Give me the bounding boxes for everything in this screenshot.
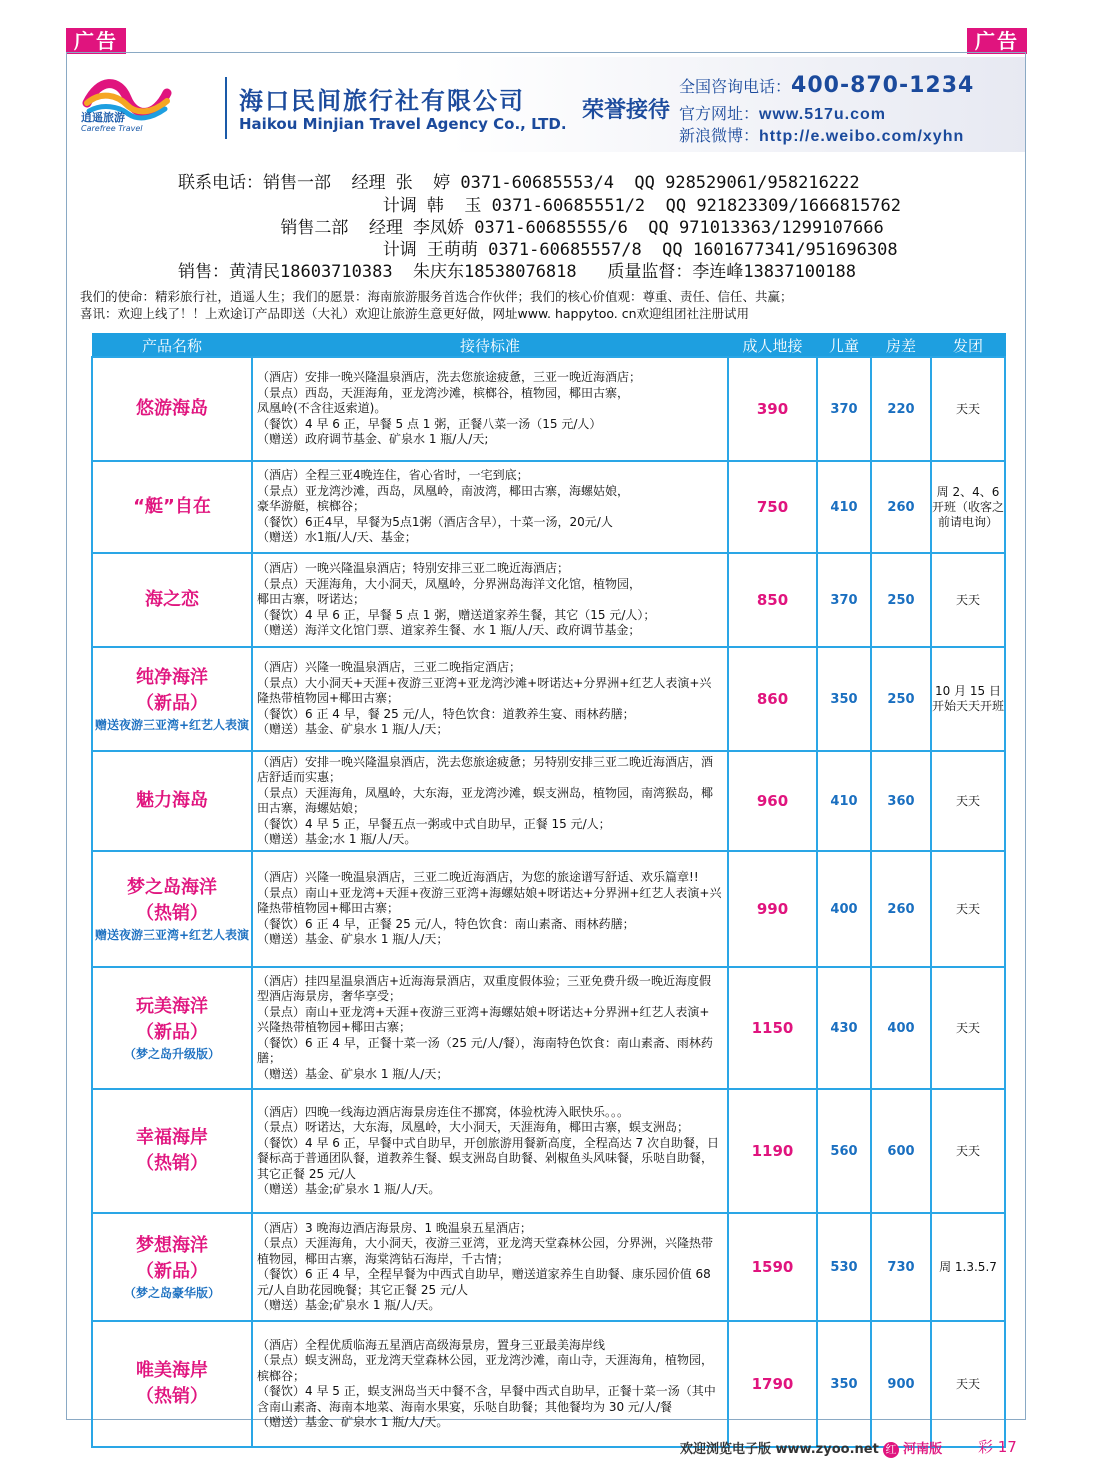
itinerary-line: （赠送）基金;水 1 瓶/人/天。 [257, 832, 417, 846]
itinerary-detail [252, 1089, 728, 1213]
child-price: 530 [817, 1213, 871, 1321]
weibo-label: 新浪微博： [679, 126, 760, 145]
table-row [92, 1213, 1005, 1321]
logo-text-zh: 逍遥旅游 [81, 111, 125, 124]
product-name-cell [92, 357, 252, 461]
itinerary-line: 豪华游艇，槟榔谷； [257, 499, 366, 514]
itinerary-line: 凤凰岭(不含往返索道)。 [257, 401, 387, 416]
itinerary-line: （景点）南山+亚龙湾+天涯+夜游三亚湾+海螺姑娘+呀诺达+分界洲+红艺人表演+兴隆热带植物园+椰田古寨； [257, 885, 722, 916]
adult-price: 1590 [728, 1213, 817, 1321]
itinerary-line: （酒店）全程优质临海五星酒店高级海景房，置身三亚最美海岸线 [257, 1337, 606, 1352]
product-name: 幸福海岸 [136, 1127, 208, 1148]
departure: 天天 [931, 357, 1005, 461]
departure: 周 1.3.5.7 [931, 1213, 1005, 1321]
itinerary-line: （景点）蜈支洲岛，亚龙湾天堂森林公园，亚龙湾沙滩，南山寺，天涯海角，植物园，槟榔谷； [257, 1353, 714, 1383]
itinerary-detail [252, 1321, 728, 1447]
product-subtitle-line: （新品） [136, 1021, 208, 1043]
table-row [92, 1321, 1005, 1447]
room-supplement: 360 [871, 751, 931, 851]
itinerary-line: （餐饮）6 正 4 早，餐 25 元/人，特色饮食：道教养生宴、雨林药膳； [257, 706, 635, 721]
itinerary-line: （酒店）安排一晚兴隆温泉酒店，洗去您旅途疲惫；另特别安排三亚二晚近海酒店，酒店舒适而实惠； [257, 754, 714, 784]
child-price: 560 [817, 1089, 871, 1213]
itinerary-detail [252, 851, 728, 967]
col-header-standard: 接待标准 [252, 334, 728, 358]
child-price: 400 [817, 851, 871, 967]
col-header-departure: 发团 [931, 334, 1005, 358]
product-name: 梦想海洋 [136, 1234, 208, 1256]
product-subtitle-line: （热销） [136, 1386, 208, 1407]
itinerary-line: （赠送）基金;矿泉水 1 瓶/人/天。 [257, 1298, 441, 1312]
table-row [92, 851, 1005, 967]
product-subtitle [93, 1259, 251, 1302]
adult-price: 960 [728, 751, 817, 851]
table-row [92, 751, 1005, 851]
table-row [92, 553, 1005, 647]
col-header-room: 房差 [871, 334, 931, 358]
table-row [92, 647, 1005, 751]
product-name-cell [92, 1089, 252, 1213]
hotline [679, 73, 974, 98]
itinerary-line: （餐饮）6 正 4 早，正餐 25 元/人，特色饮食：南山素斋、雨林药膳； [257, 916, 635, 931]
itinerary-line: （景点）南山+亚龙湾+天涯+夜游三亚湾+海螺姑娘+呀诺达+分界洲+红艺人表演+ 兴隆热带植物园+椰田古寨； [257, 1004, 710, 1035]
itinerary-line: （景点）天涯海角，大小洞天，凤凰岭，分界洲岛海洋文化馆，植物园， [257, 576, 642, 591]
itinerary-line: （景点）亚龙湾沙滩，西岛，凤凰岭，南波湾，椰田古寨，海螺姑娘， [257, 483, 630, 498]
departure: 周 2、4、6 开班（收客之前请电询） [931, 461, 1005, 553]
footer-badge: 红 [883, 1442, 899, 1458]
itinerary-line: （赠送）基金、矿泉水 1 瓶/人/天； [257, 932, 449, 947]
news-announcement: 喜讯：欢迎上线了！！上欢途订产品即送（大礼）欢迎让旅游生意更好做，网址www. happytoo. cn欢迎组团社注册试用 [80, 306, 750, 321]
product-subtitle-line: （热销） [136, 902, 208, 924]
itinerary-line: （赠送）水1瓶/人/天、基金； [257, 530, 417, 545]
footer-text: 欢迎浏览电子版 www.zyoo.net [680, 1442, 879, 1457]
product-subtitle-line: （新品） [136, 692, 208, 714]
itinerary-line: （餐饮）4 早 5 正，早餐五点一粥或中式自助早，正餐 15 元/人； [257, 816, 611, 831]
adult-price: 990 [728, 851, 817, 967]
itinerary-detail [252, 647, 728, 751]
itinerary-line: （赠送）海洋文化馆门票、道家养生餐、水 1 瓶/人/天、政府调节基金； [257, 623, 641, 638]
product-subtitle-line: （新品） [136, 1260, 208, 1282]
room-supplement: 250 [871, 553, 931, 647]
mission-statement: 我们的使命：精彩旅行社，逍遥人生；我们的愿景：海南旅游服务首选合作伙伴；我们的核心价值观：尊重、责任、信任、共赢； [80, 289, 793, 304]
room-supplement: 900 [871, 1321, 931, 1447]
product-name-cell [92, 851, 252, 967]
adult-price: 390 [728, 357, 817, 461]
footer-edition: 河南版 [903, 1442, 943, 1457]
adult-price: 1790 [728, 1321, 817, 1447]
table-row [92, 357, 1005, 461]
itinerary-line: （酒店）兴隆一晚温泉酒店，三亚二晚指定酒店； [257, 660, 522, 675]
itinerary-line: （酒店）兴隆一晚温泉酒店，三亚二晚近海酒店，为您的旅途谱写舒适、欢乐篇章!! [257, 870, 699, 885]
child-price: 410 [817, 751, 871, 851]
logo-text-en: Carefree Travel [81, 124, 143, 133]
footer [680, 1438, 942, 1458]
child-price: 350 [817, 647, 871, 751]
product-name: 魅力海岛 [136, 790, 208, 811]
contact-line-4: 计调 王萌萌 0371-60685557/8 QQ 1601677341/951696308 [178, 240, 898, 260]
product-name: 梦之岛海洋 [127, 876, 217, 898]
honor-text: 荣誉接待 [582, 98, 671, 123]
product-subtitle [93, 901, 251, 944]
company-name-zh: 海口民间旅行社有限公司 [239, 87, 525, 115]
itinerary-line: （赠送）政府调节基金、矿泉水 1 瓶/人/天; [257, 432, 489, 447]
contact-line-3: 销售二部 经理 李凤娇 0371-60685555/6 QQ 971013363/1299107666 [178, 218, 884, 238]
itinerary-line: （景点）大小洞天+天涯+夜游三亚湾+亚龙湾沙滩+呀诺达+分界洲+红艺人表演+兴隆热带植物园+椰田古寨； [257, 675, 712, 706]
itinerary-line: （景点）天涯海角，大小洞天，夜游三亚湾，亚龙湾天堂森林公园，分界洲，兴隆热带植物园，椰田古寨，海棠湾钻石海岸，千古情； [257, 1236, 714, 1266]
hotline-label: 全国咨询电话： [679, 77, 792, 96]
itinerary-detail [252, 461, 728, 553]
product-name: 海之恋 [145, 589, 199, 610]
child-price: 350 [817, 1321, 871, 1447]
product-name-cell [92, 751, 252, 851]
room-supplement: 600 [871, 1089, 931, 1213]
itinerary-line: （餐饮）6 正 4 早，全程早餐为中西式自助早，赠送道家养生自助餐、康乐园价值 68 元/人自助花园晚餐；其它正餐 25 元/人 [257, 1267, 711, 1297]
departure: 天天 [931, 967, 1005, 1089]
col-header-child: 儿童 [817, 334, 871, 358]
weibo-url[interactable]: http://e.weibo.com/xyhn [759, 128, 965, 145]
product-subtitle-line: （梦之岛豪华版） [123, 1285, 220, 1300]
contact-line-2: 计调 韩 玉 0371-60685551/2 QQ 921823309/1666815762 [178, 196, 902, 216]
itinerary-line: （餐饮）4 早 5 正，蜈支洲岛当天中餐不含，早餐中西式自助早，正餐十菜一汤（其中含南山素斋、海南本地菜、海南水果宴，乐哒自助餐；其他餐均为 30 元/人/餐 [257, 1384, 716, 1414]
product-subtitle [93, 1151, 251, 1177]
itinerary-line: （赠送）基金;矿泉水 1 瓶/人/天。 [257, 1182, 441, 1196]
itinerary-line: （餐饮）6 正 4 早，正餐十菜一汤（25 元/人/餐），海南特色饮食：南山素斋、雨林药膳； [257, 1035, 713, 1066]
product-name: 唯美海岸 [136, 1360, 208, 1381]
product-name-cell [92, 1321, 252, 1447]
room-supplement: 220 [871, 357, 931, 461]
contact-line-1: 联系电话：销售一部 经理 张 婷 0371-60685553/4 QQ 928529061/958216222 [178, 173, 860, 193]
itinerary-line: （餐饮）4 早 6 正，早餐 5 点 1 粥，正餐八菜一汤（15 元/人） [257, 416, 602, 431]
table-header-row [92, 334, 1005, 358]
product-subtitle [93, 1384, 251, 1410]
itinerary-detail [252, 553, 728, 647]
ad-label-left: 广告 [66, 28, 126, 54]
adult-price: 750 [728, 461, 817, 553]
itinerary-line: （餐饮）6正4早，早餐为5点1粥（酒店含早），十菜一汤，20元/人 [257, 514, 613, 529]
col-header-name: 产品名称 [92, 334, 252, 358]
itinerary-line: （酒店）全程三亚4晚连住，省心省时，一宅到底； [257, 468, 529, 483]
itinerary-line: （赠送）基金、矿泉水 1 瓶/人/天； [257, 1066, 449, 1081]
adult-price: 1150 [728, 967, 817, 1089]
child-price: 370 [817, 553, 871, 647]
company-name-en: Haikou Minjian Travel Agency Co., LTD. [239, 115, 567, 133]
departure: 天天 [931, 851, 1005, 967]
itinerary-detail [252, 751, 728, 851]
itinerary-detail [252, 357, 728, 461]
product-name: 悠游海岛 [136, 398, 208, 419]
col-header-adult: 成人地接 [728, 334, 817, 358]
divider [225, 77, 227, 139]
itinerary-line: （酒店）四晚一线海边酒店海景房连住不挪窝，体验枕涛入眠快乐。。。 [257, 1104, 630, 1119]
website [679, 101, 886, 124]
product-subtitle-line: （梦之岛升级版） [123, 1046, 220, 1061]
contact-line-5: 销售：黄清民18603710383 朱庆东18538076818 质量监督：李连峰13837100188 [178, 262, 856, 282]
product-subtitle-line: 赠送夜游三亚湾+红艺人表演 [94, 717, 250, 732]
weibo [679, 123, 964, 146]
itinerary-line: （景点）呀诺达，大东海，凤凰岭，大小洞天，天涯海角，椰田古寨，蜈支洲岛； [257, 1120, 690, 1134]
product-name: 纯净海洋 [136, 666, 208, 688]
room-supplement: 400 [871, 967, 931, 1089]
departure: 10 月 15 日开始天天开班 [931, 647, 1005, 751]
departure: 天天 [931, 1089, 1005, 1213]
itinerary-line: （赠送）基金、矿泉水 1 瓶/人/天； [257, 722, 449, 737]
website-url[interactable]: www.517u.com [759, 106, 887, 123]
departure: 天天 [931, 553, 1005, 647]
itinerary-line: （赠送）基金、矿泉水 1 瓶/人/天。 [257, 1415, 449, 1429]
product-name-cell [92, 967, 252, 1089]
header-banner [67, 57, 1025, 152]
table-row [92, 1089, 1005, 1213]
departure: 天天 [931, 1321, 1005, 1447]
product-name-cell [92, 461, 252, 553]
product-name-cell [92, 647, 252, 751]
adult-price: 1190 [728, 1089, 817, 1213]
itinerary-line: （酒店）3 晚海边酒店海景房、1 晚温泉五星酒店； [257, 1220, 532, 1235]
itinerary-line: （酒店）挂四星温泉酒店+近海海景酒店，双重度假体验；三亚免费升级一晚近海度假型酒店海景房，奢华享受； [257, 973, 712, 1004]
room-supplement: 250 [871, 647, 931, 751]
product-subtitle-line: 赠送夜游三亚湾+红艺人表演 [94, 927, 250, 942]
room-supplement: 260 [871, 851, 931, 967]
adult-price: 860 [728, 647, 817, 751]
product-subtitle [93, 691, 251, 734]
hotline-number: 400-870-1234 [791, 73, 975, 98]
table-row [92, 967, 1005, 1089]
itinerary-line: （景点）西岛，天涯海角，亚龙湾沙滩，槟榔谷，植物园，椰田古寨， [257, 385, 630, 400]
page-number: 彩 17 [978, 1438, 1017, 1456]
product-table [91, 333, 1006, 1448]
child-price: 410 [817, 461, 871, 553]
website-label: 官方网址： [679, 104, 760, 123]
itinerary-line: （餐饮）4 早 6 正，早餐中式自助早，开创旅游用餐新高度，全程高达 7 次自助餐，日餐标高于普通团队餐，道教养生餐、蜈支洲岛自助餐、剁椒鱼头风味餐，乐哒自助餐，其它正餐 25 元/人 [257, 1135, 719, 1181]
itinerary-line: （酒店）安排一晚兴隆温泉酒店，洗去您旅途疲惫，三亚一晚近海酒店； [257, 370, 642, 385]
product-name-cell [92, 553, 252, 647]
adult-price: 850 [728, 553, 817, 647]
itinerary-detail [252, 967, 728, 1089]
itinerary-line: （酒店）一晚兴隆温泉酒店；特别安排三亚二晚近海酒店； [257, 561, 570, 576]
product-name-cell [92, 1213, 252, 1321]
product-subtitle-line: （热销） [136, 1153, 208, 1174]
product-name: 玩美海洋 [136, 995, 208, 1017]
room-supplement: 730 [871, 1213, 931, 1321]
itinerary-line: （景点）天涯海角，凤凰岭，大东海，亚龙湾沙滩，蜈支洲岛，植物园，南湾猴岛，椰田古寨，海螺姑娘； [257, 785, 714, 815]
itinerary-line: 椰田古寨，呀诺达； [257, 592, 366, 607]
child-price: 430 [817, 967, 871, 1089]
itinerary-detail [252, 1213, 728, 1321]
departure: 天天 [931, 751, 1005, 851]
room-supplement: 260 [871, 461, 931, 553]
table-row [92, 461, 1005, 553]
child-price: 370 [817, 357, 871, 461]
product-subtitle [93, 1020, 251, 1063]
product-name: “艇”自在 [133, 496, 211, 517]
ad-label-right: 广告 [967, 28, 1027, 54]
itinerary-line: （餐饮）4 早 6 正，早餐 5 点 1 粥，赠送道家养生餐，其它（15 元/人）； [257, 607, 656, 622]
